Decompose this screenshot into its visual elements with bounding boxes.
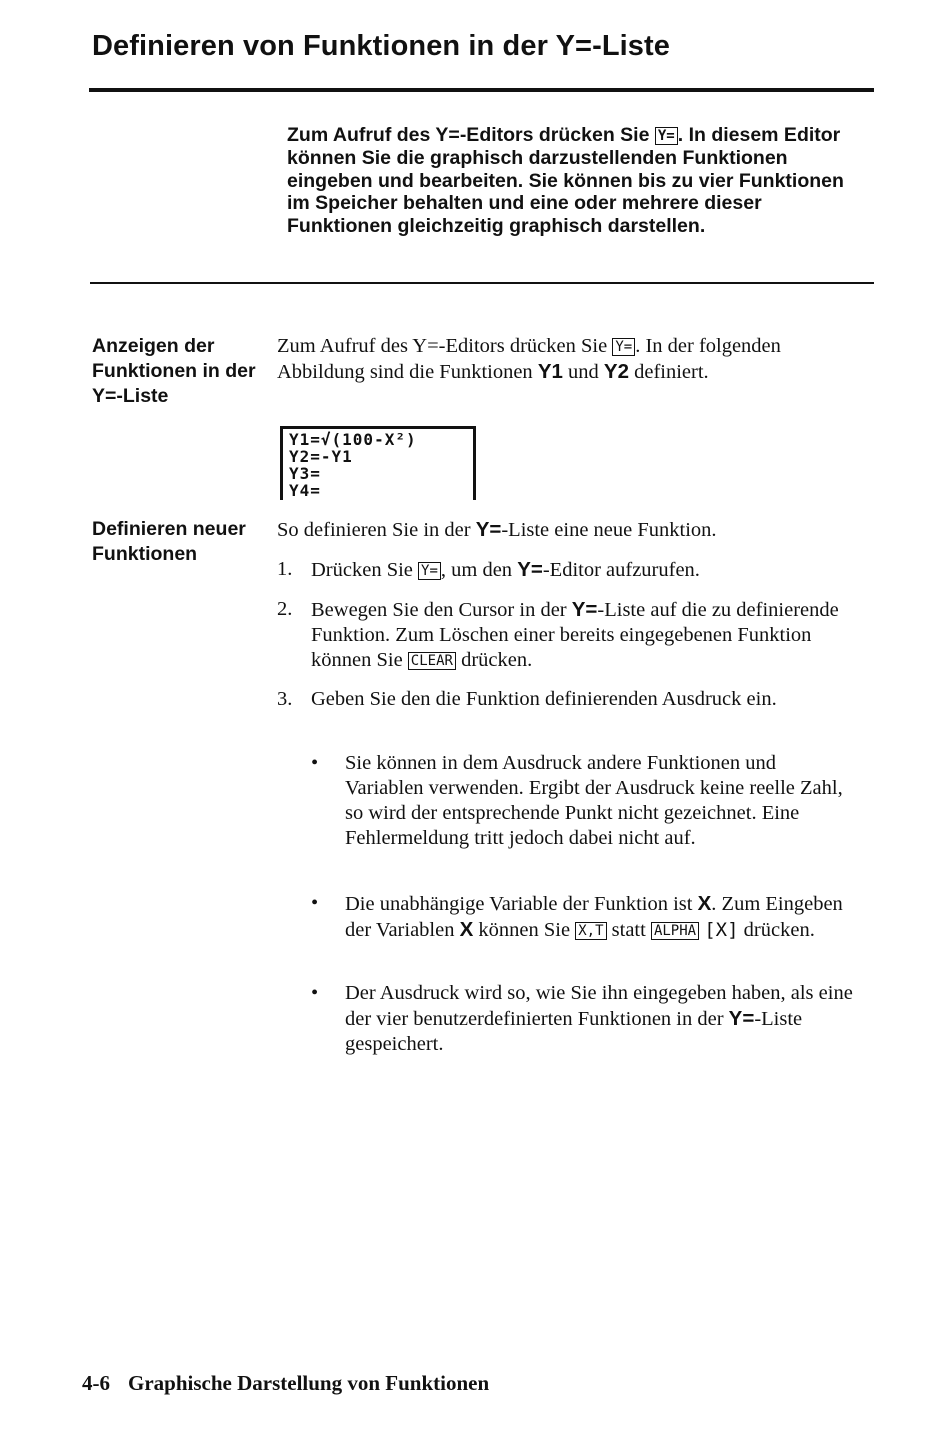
bullet-text-before: Der Ausdruck wird so, wie Sie ihn eingegeben haben, als eine der vier benutzerdefinierten Funktionen in der [345, 982, 853, 1030]
step-text-before: Drücken Sie [311, 559, 419, 581]
list-item [277, 687, 847, 712]
title-rule [89, 88, 874, 92]
step-number: 1. [277, 558, 293, 580]
display-text-middle1: . In der folgenden Abbildung sind die Funktionen [277, 335, 781, 383]
display-paragraph [277, 334, 837, 385]
x-bracket-key: [X] [704, 919, 739, 941]
calculator-screen [280, 426, 476, 500]
step-text: Geben Sie den die Funktion definierenden Ausdruck ein. [311, 688, 777, 710]
y1-term: Y1 [537, 360, 563, 383]
section-heading-display: Anzeigen der Funktionen in der Y=-Liste [92, 335, 256, 407]
bullet-text: Sie können in dem Ausdruck andere Funktionen und Variablen verwenden. Ergibt der Ausdruck keine reelle Zahl, so wird der entsprechende Punkt nicht gezeichnet. Eine Fehlermeldung tritt jedoch dabei nicht auf. [345, 752, 843, 849]
lead-text-after: -Liste eine neue Funktion. [501, 519, 717, 541]
screen-line-y3: Y3= [289, 464, 321, 483]
step-text-middle: , um den [440, 559, 518, 581]
step-text-after: drücken. [455, 649, 533, 671]
x-variable: X [697, 892, 712, 915]
intro-text-after: . In diesem Editor können Sie die graphisch darzustellenden Funktionen eingeben und bearbeiten. Sie können bis zu vier Funktionen im Speicher behalten und eine oder mehrere dieser Funktionen gleichzeitig graphisch darstellen. [287, 124, 844, 238]
step-text [311, 597, 847, 673]
y-equals-term: Y= [571, 598, 598, 621]
chapter-title: Graphische Darstellung von Funktionen [128, 1371, 490, 1395]
section-heading-define: Definieren neuer Funktionen [92, 518, 246, 565]
step-number: 3. [277, 688, 293, 710]
y-equals-key: Y= [418, 562, 441, 580]
intro-rule [90, 282, 874, 284]
step-number: 2. [277, 598, 293, 620]
display-text-before: Zum Aufruf des Y=-Editors drücken Sie [277, 335, 613, 357]
list-item [277, 557, 847, 583]
bullet-text-before: Die unabhängige Variable der Funktion ist [345, 893, 698, 915]
bullet-text-middle3: statt [606, 919, 651, 941]
page-number: 4-6 [82, 1371, 110, 1395]
bullet-dot: • [311, 892, 319, 914]
lead-text-before: So definieren Sie in der [277, 519, 476, 541]
display-text-middle2: und [562, 361, 604, 383]
y-equals-key: Y= [612, 338, 635, 356]
y-equals-term: Y= [728, 1007, 755, 1030]
y-equals-term: Y= [517, 558, 543, 581]
y2-term: Y2 [603, 360, 629, 383]
bullet-text-after: drücken. [738, 919, 815, 941]
page-footer [82, 1371, 489, 1396]
bullet-text-middle1: . Zum Eingeben der Variablen [345, 893, 843, 941]
step-text-middle: -Liste auf die zu definierende Funktion. Zum Löschen einer bereits eingegebenen Funktion können Sie [311, 599, 839, 671]
bullet-text-middle2: können Sie [473, 919, 576, 941]
list-item [277, 597, 847, 673]
xt-key: X,T [575, 922, 606, 940]
screen-line-y2: Y2=-Y1 [289, 447, 353, 466]
y-equals-key: Y= [655, 127, 678, 145]
list-item [311, 981, 856, 1057]
alpha-key: ALPHA [651, 922, 699, 940]
list-item [311, 751, 856, 851]
bullet-dot: • [311, 752, 319, 774]
bullet-text-after: -Liste gespeichert. [345, 1008, 803, 1055]
y-equals-term: Y= [475, 518, 502, 541]
display-text-after: definiert. [628, 361, 709, 383]
intro-paragraph [287, 124, 852, 238]
clear-key: CLEAR [408, 652, 456, 670]
page-title: Definieren von Funktionen in der Y=-Liste [92, 30, 671, 62]
screen-line-y4: Y4= [289, 481, 321, 500]
x-variable: X [459, 918, 474, 941]
bullet-text [345, 981, 856, 1057]
list-item [311, 891, 856, 943]
bullet-dot: • [311, 982, 319, 1004]
bullet-text [345, 891, 856, 943]
screen-line-y1: Y1=√(100-X²) [289, 430, 417, 449]
step-text-before: Bewegen Sie den Cursor in der [311, 599, 572, 621]
intro-text-before: Zum Aufruf des Y=-Editors drücken Sie [287, 124, 655, 146]
step-text-after: -Editor aufzurufen. [542, 559, 700, 581]
define-lead-paragraph [277, 517, 857, 543]
step-text [311, 557, 847, 583]
